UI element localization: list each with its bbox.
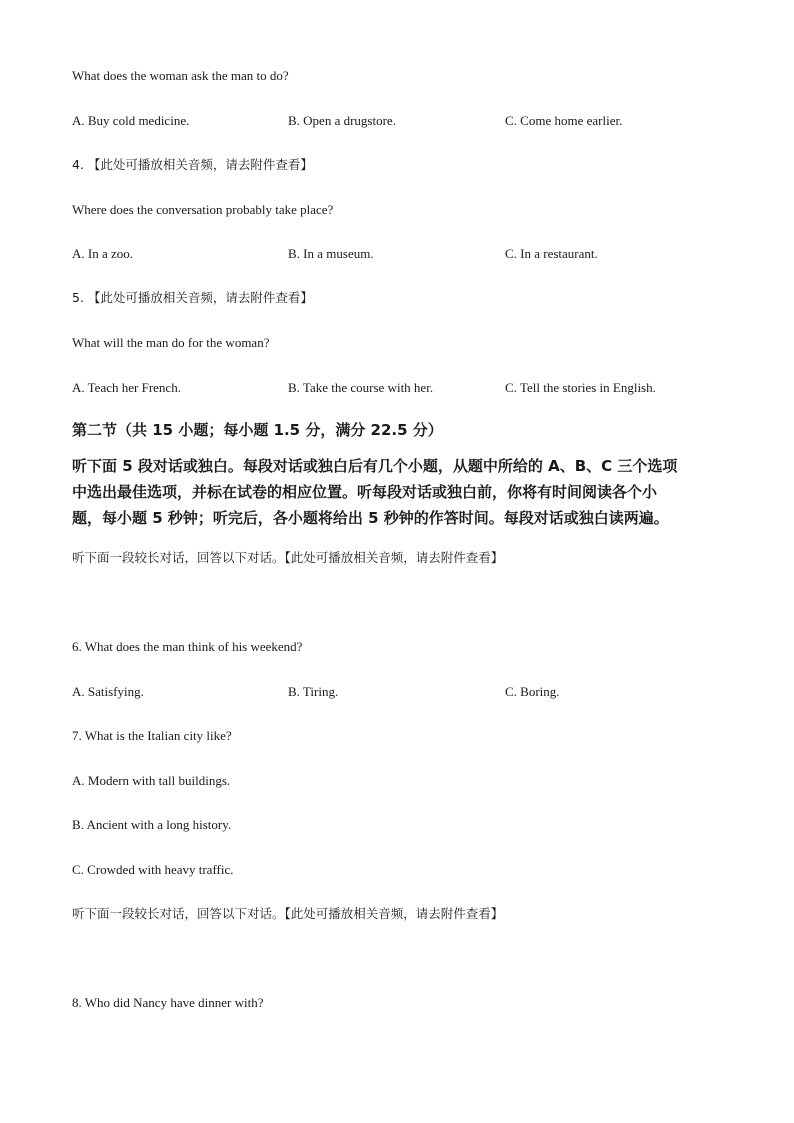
instruction-line: 题，每小题 5 秒钟；听完后，各小题将给出 5 秒钟的作答时间。每段对话或独白读两遍。 xyxy=(72,509,669,527)
question-4-option-a: A. In a zoo. xyxy=(72,246,134,261)
dialogue-2-audio-link[interactable]: 听下面一段较长对话，回答以下对话。【此处可播放相关音频，请去附件查看】 xyxy=(72,906,504,921)
question-4-audio-link[interactable]: 4. 【此处可播放相关音频，请去附件查看】 xyxy=(72,157,313,172)
question-5-option-c: C. Tell the stories in English. xyxy=(505,380,656,395)
question-7-text: 7. What is the Italian city like? xyxy=(72,728,232,743)
question-4-option-b: B. In a museum. xyxy=(288,246,374,261)
section-instructions xyxy=(72,453,722,531)
question-5-option-b: B. Take the course with her. xyxy=(288,380,434,395)
question-3-option-a: A. Buy cold medicine. xyxy=(72,113,190,128)
question-7-option-c: C. Crowded with heavy traffic. xyxy=(72,862,234,877)
question-6-option-b: B. Tiring. xyxy=(288,684,339,699)
question-5-option-a: A. Teach her French. xyxy=(72,380,181,395)
question-3-text: What does the woman ask the man to do? xyxy=(72,68,289,83)
dialogue-1-audio-link[interactable]: 听下面一段较长对话，回答以下对话。【此处可播放相关音频，请去附件查看】 xyxy=(72,550,504,565)
question-5-text: What will the man do for the woman? xyxy=(72,335,270,350)
instruction-line: 中选出最佳选项，并标在试卷的相应位置。听每段对话或独白前，你将有时间阅读各个小 xyxy=(72,483,658,501)
question-6-option-a: A. Satisfying. xyxy=(72,684,144,699)
question-3-option-b: B. Open a drugstore. xyxy=(288,113,396,128)
question-4-option-c: C. In a restaurant. xyxy=(505,246,598,261)
section-title: 第二节（共 15 小题；每小题 1.5 分，满分 22.5 分） xyxy=(72,421,443,439)
instruction-line: 听下面 5 段对话或独白。每段对话或独白后有几个小题，从题中所给的 A、B、C 三个选项 xyxy=(72,457,678,475)
question-5-audio-link[interactable]: 5. 【此处可播放相关音频，请去附件查看】 xyxy=(72,290,313,305)
question-8-text: 8. Who did Nancy have dinner with? xyxy=(72,995,264,1010)
question-6-option-c: C. Boring. xyxy=(505,684,560,699)
question-7-option-b: B. Ancient with a long history. xyxy=(72,817,232,832)
question-6-text: 6. What does the man think of his weekend? xyxy=(72,639,303,654)
question-4-text: Where does the conversation probably take place? xyxy=(72,202,334,217)
question-7-option-a: A. Modern with tall buildings. xyxy=(72,773,231,788)
question-3-option-c: C. Come home earlier. xyxy=(505,113,623,128)
